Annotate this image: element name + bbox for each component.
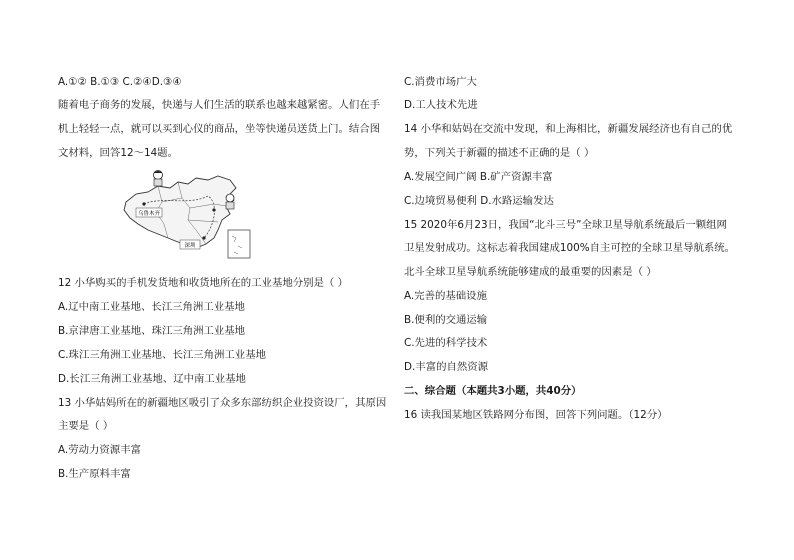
q16-stem: 16 读我国某地区铁路网分布图，回答下列问题。（12分） [404,409,668,421]
q13-option: D.工人技术先进 [404,99,478,111]
q14-option: C.边境贸易便利 D.水路运输发达 [404,195,554,207]
q12-stem: 12 小华购买的手机发货地和收货地所在的工业基地分别是（ ） [58,277,348,289]
q15-option: A.完善的基础设施 [404,290,487,302]
q13-option: B.生产原料丰富 [58,468,131,480]
q14-stem: 势，下列关于新疆的描述不正确的是（ ） [404,147,595,159]
city-marker [142,202,145,205]
passage-line: 随着电子商务的发展，快递与人们生活的联系也越来越紧密。人们在手 [58,99,381,111]
map-label-shenzhen: 深圳 [184,243,196,249]
q13-stem: 13 小华姑妈所在的新疆地区吸引了众多东部纺织企业投资设厂，其原因 [58,397,387,409]
q14-option: A.发展空间广阔 B.矿产资源丰富 [404,171,553,183]
city-marker [202,236,205,239]
q13-option: C.消费市场广大 [404,76,477,88]
q15-option: C.先进的科学技术 [404,337,488,349]
city-marker [212,208,215,211]
q12-option: C.珠江三角洲工业基地、长江三角洲工业基地 [58,349,266,361]
q13-option: A.劳动力资源丰富 [58,444,141,456]
q11-options: A.①② B.①③ C.②④D.③④ [58,76,182,88]
q15-stem: 卫星发射成功。这标志着我国建成100%自主可控的全球卫星导航系统。 [404,242,736,254]
map-label-xinjiang: 乌鲁木齐 [137,211,161,217]
q15-stem: 北斗全球卫星导航系统能够建成的最重要的因素是（ ） [404,266,657,278]
q15-stem: 15 2020年6月23日，我国“北斗三号”全球卫星导航系统最后一颗组网 [404,219,727,231]
q15-option: B.便利的交通运输 [404,314,488,326]
q12-option: A.辽中南工业基地、长江三角洲工业基地 [58,301,245,313]
q12-option: D.长江三角洲工业基地、辽中南工业基地 [58,373,246,385]
passage-line: 机上轻轻一点，就可以买到心仪的商品，坐等快递员送货上门。结合图 [58,123,381,135]
q13-stem: 主要是（ ） [58,420,114,432]
section-title: 二、综合题（本题共3小题，共40分） [404,385,582,397]
passage-line: 文材料，回答12～14题。 [58,147,178,159]
q14-stem: 14 小华和姑妈在交流中发现，和上海相比，新疆发展经济也有自己的优 [404,123,733,135]
q15-option: D.丰富的自然资源 [404,361,489,373]
china-map-figure [118,168,264,266]
south-sea-inset [228,230,250,258]
q12-option: B.京津唐工业基地、珠江三角洲工业基地 [58,325,246,337]
cartoon-figure-icon [154,171,163,187]
